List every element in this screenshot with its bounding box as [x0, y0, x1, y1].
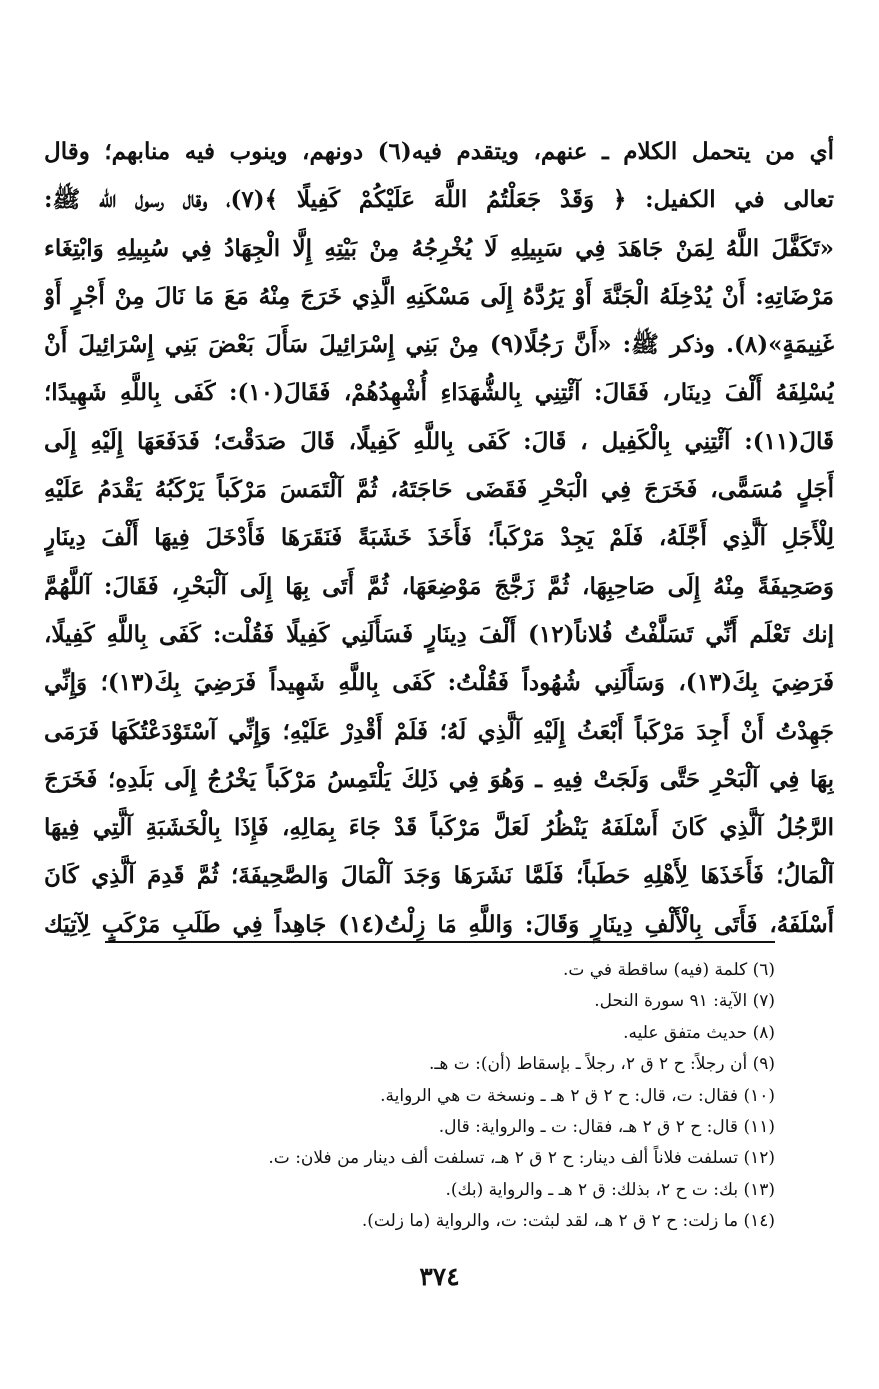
footnote: (١١) قال: ح ٢ ق ٢ هـ، فقال: ت ـ والرواية: قال.: [438, 1116, 775, 1137]
text-line: الرَّجُلُ آلَّذِي كَانَ أَسْلَفَهُ يَنْظُرُ لَعَلَّ مَرْكَباً قَدْ جَاءَ بِمَالِهِ، فَإِذَا بِالْخَشَبَةِ آلَّتِي فِيهَا: [44, 814, 834, 842]
text-line: إنك تَعْلَم أَنِّي تَسَلَّفْتُ فُلاناً(١٢) أَلْفَ دِينَارٍ فَسَأَلَنِي كَفِيلًا فَقُلْت: كَفَى بِاللَّهِ كَفِيلًا،: [44, 620, 834, 648]
footnote: (١٠) فقال: ت، قال: ح ٢ ق ٢ هـ ـ ونسخة ت هي الرواية.: [380, 1085, 775, 1106]
text-line: بِهَا فِي آلْبَحْرِ حَتَّى وَلَجَتْ فِيهِ ـ وَهُوَ فِي ذَلِكَ يَلْتَمِسُ مَرْكَباً يَخْرُجُ إِلَى بَلَدِهِ؛ فَخَرَجَ: [44, 765, 834, 793]
footnotes: [75, 955, 775, 1238]
text-line: يُسْلِفَهُ أَلْفَ دِينَار، فَقَالَ: آئْتِنِي بِالشُّهَدَاءِ أُشْهِدُهُمْ، فَقَالَ(١٠): كَفَى بِاللَّهِ شَهِيدًا؛: [44, 379, 834, 407]
text-line: غَنِيمَةٍ»(٨). وذكر ﷺ: «أَنَّ رَجُلًا(٩) مِنْ بَنِي إِسْرَائِيلَ سَأَلَ بَعْضَ بَنِي إِسْرَائِيلَ أَنْ: [44, 331, 834, 359]
footnote-divider: [105, 941, 775, 943]
main-text: [44, 128, 834, 949]
text-line: أَسْلَفَهُ، فَأَتَى بِالْأَلْفِ دِينَارٍ وَقَالَ: وَاللَّهِ مَا زِلْتُ(١٤) جَاهِداً فِي طَلَبِ مَرْكَبٍ لِآتِيَك: [44, 910, 834, 938]
page-number: ٣٧٤: [419, 1262, 460, 1291]
footnote: (١٣) بك: ت ح ٢، بذلك: ق ٢ هـ ـ والرواية (بك).: [445, 1179, 775, 1200]
footnote: (٩) أن رجلاً: ح ٢ ق ٢، رجلاً ـ بإسقاط (أن): ت هـ.: [428, 1054, 775, 1075]
footnote: (٨) حديث متفق عليه.: [623, 1022, 775, 1043]
text-line: مَرْضَاتِهِ: أَنْ يُدْخِلَهُ الْجَنَّةَ أَوْ يَرُدَّهُ إِلَى مَسْكَنِهِ الَّذِي خَرَجَ مِنْهُ مَعَ مَا نَالَ مِنْ أَجْرٍ أَوْ: [44, 282, 834, 310]
footnote: (٧) الآية: ٩١ سورة النحل.: [594, 991, 775, 1012]
footnote: (١٤) ما زلت: ح ٢ ق ٢ هـ، لقد لبثت: ت، والرواية (ما زلت).: [361, 1211, 775, 1232]
text-line: «تَكَفَّلَ اللَّهُ لِمَنْ جَاهَدَ فِي سَبِيلِهِ لَا يُخْرِجُهُ مِنْ بَيْتِهِ إِلَّا الْجِهَادُ فِي سُبِيلِهِ وَابْتِغَاء: [44, 234, 834, 262]
text-line: وَصَحِيفَةً مِنْهُ إِلَى صَاحِبِهَا، ثُمَّ زَجَّجَ مَوْضِعَهَا، ثُمَّ أَتَى بِهَا إِلَى آلْبَحْرِ، فَقَالَ: آللَّهُمَّ: [44, 572, 834, 600]
text-line: أَجَلٍ مُسَمًّى، فَخَرَجَ فِي الْبَحْرِ فَقَضَى حَاجَتَهُ، ثُمَّ آلْتَمَسَ مَرْكَباً يَرْكَبُهُ يَقْدَمُ عَلَيْهِ: [44, 476, 834, 504]
footnote: (١٢) تسلفت فلاناً ألف دينار: ح ٢ ق ٢ هـ، تسلفت ألف دينار من فلان: ت.: [268, 1148, 775, 1169]
text-line: قَالَ(١١): آئْتِنِي بِالْكَفِيل ، قَالَ: كَفَى بِاللَّهِ كَفِيلًا، قَالَ صَدَقْتَ؛ فَدَفَعَهَا إِلَيْهِ إِلَى: [44, 427, 834, 455]
text-line: أي من يتحمل الكلام ـ عنهم، ويتقدم فيه(٦) دونهم، وينوب فيه منابهم؛ وقال: [44, 138, 834, 165]
footnote: (٦) كلمة (فيه) ساقطة في ت.: [562, 960, 775, 980]
text-line: لِلْأَجَلِ آلَّذِي أَجَّلَهُ، فَلَمْ يَجِدْ مَرْكَباً؛ فَأَخَذَ خَشَبَةً فَنَقَرَهَا فَأَدْخَلَ فِيهَا أَلْفَ دِينَارٍ: [44, 524, 834, 552]
text-line: فَرَضِيَ بِكَ(١٣)، وَسَأَلَنِي شُهُوداً فَقُلْتُ: كَفَى بِاللَّهِ شَهِيداً فَرَضِيَ بِكَ(١٣)؛ وَإِنِّي: [44, 669, 834, 697]
text-line: تعالى في الكفيل: ﴿ وَقَدْ جَعَلْتُمُ اللَّهَ عَلَيْكُمْ كَفِيلًا ﴾(٧)، وقال رسول الله ﷺ:: [44, 186, 834, 214]
text-line: آلْمَالُ؛ فَأَخَذَهَا لِأَهْلِهِ حَطَباً؛ فَلَمَّا نَشَرَهَا وَجَدَ آلْمَالَ وَالصَّحِيفَةَ؛ ثُمَّ قَدِمَ آلَّذِي كَانَ: [44, 862, 834, 890]
text-line: جَهِدْتُ أَنْ أَجِدَ مَرْكَباً أَبْعَثُ إِلَيْهِ آلَّذِي لَهُ؛ فَلَمْ أَقْدِرْ عَلَيْهِ؛ وَإِنِّي آسْتَوْدَعْتُكَهَا فَرَمَى: [44, 717, 834, 745]
